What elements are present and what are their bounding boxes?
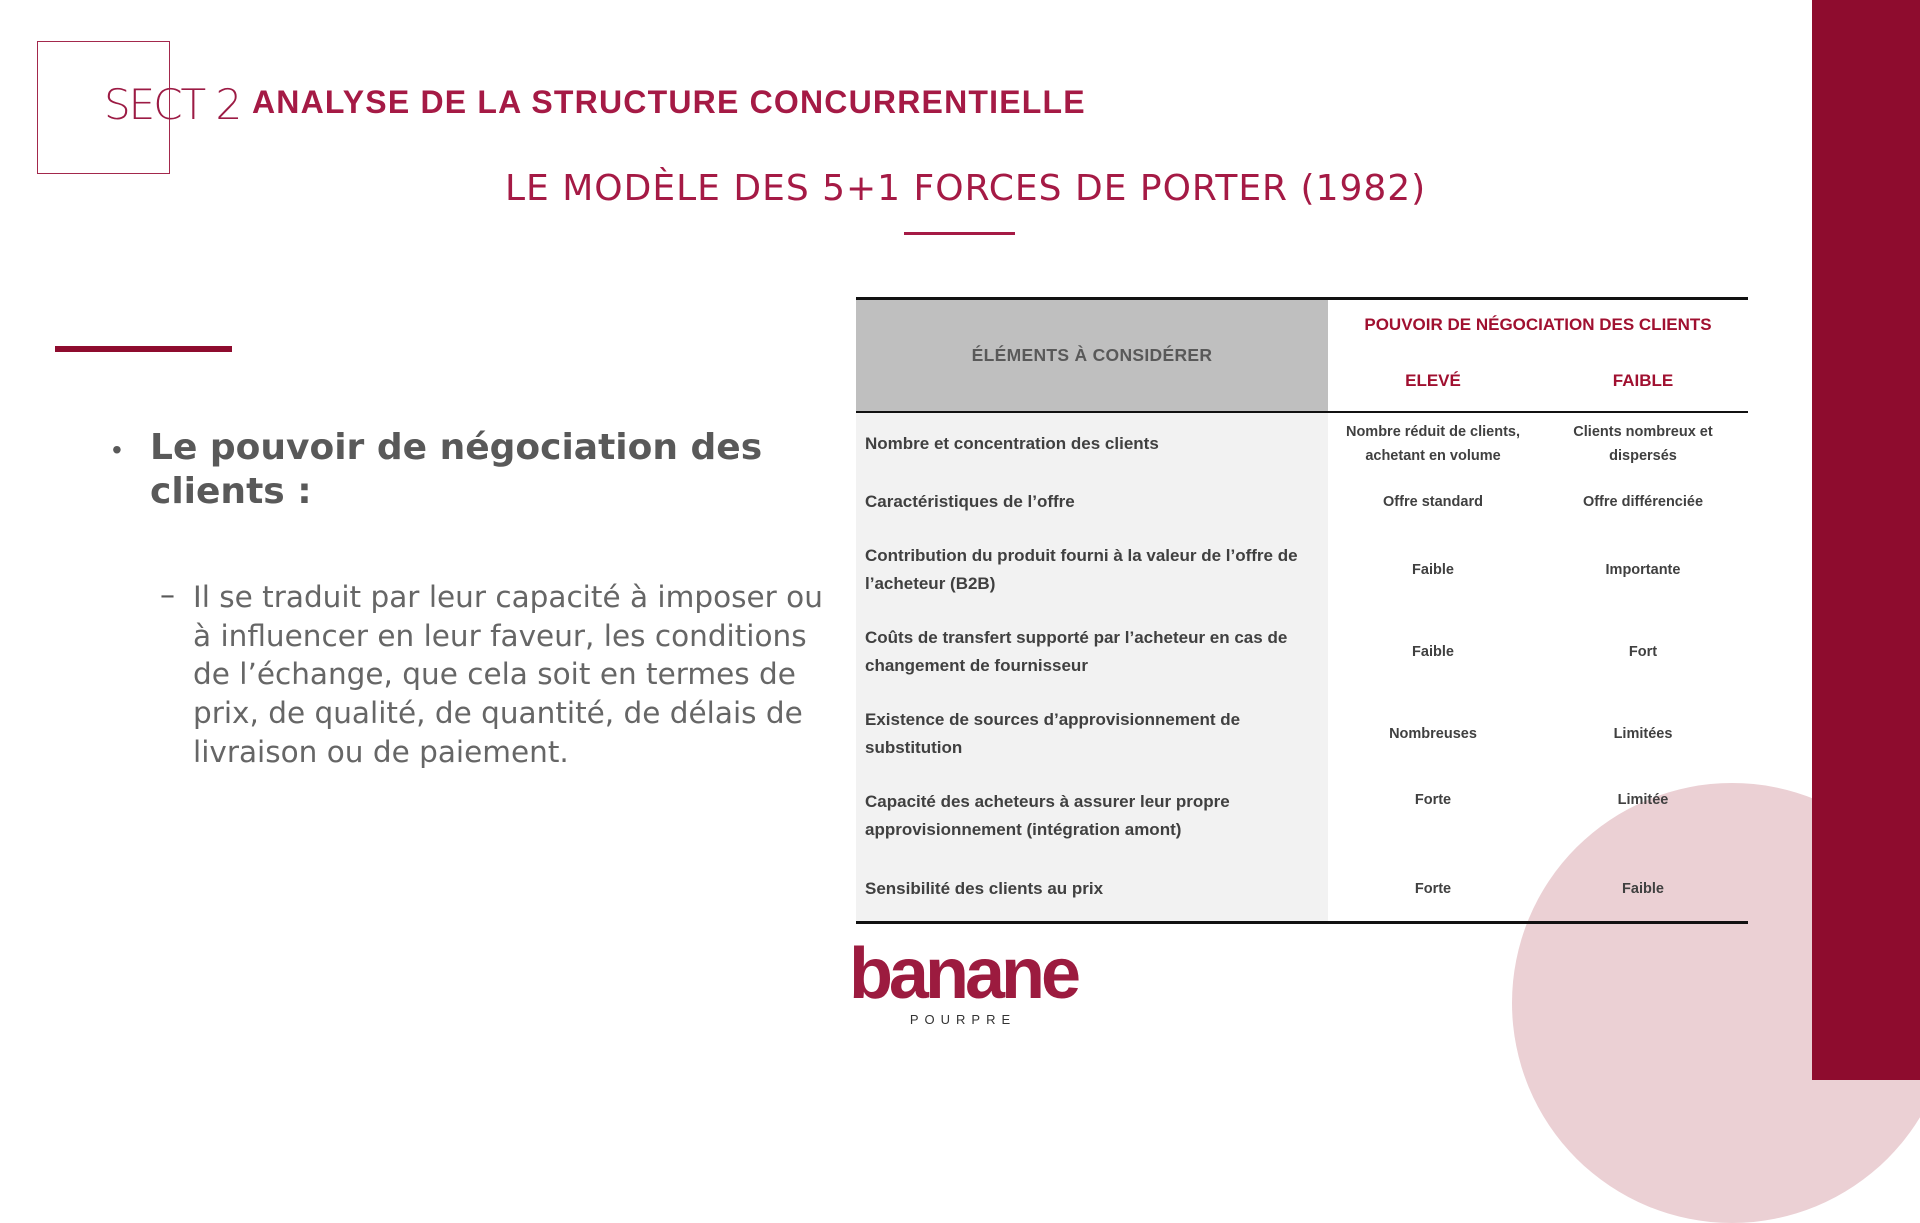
row-element: Contribution du produit fourni à la valeur de l’offre de l’acheteur (B2B)	[865, 546, 1298, 593]
sub-bullet-text: Il se traduit par leur capacité à imposer ou à influencer en leur faveur, les conditions de l’échange, que cela soit en termes de prix, de qualité, de quantité, de délais de livraison ou de paiement.	[193, 580, 823, 769]
table-header-elements: ÉLÉMENTS À CONSIDÉRER	[971, 345, 1213, 365]
logo-tagline: POURPRE	[909, 1012, 1017, 1027]
slide-title: LE MODÈLE DES 5+1 FORCES DE PORTER (1982)	[505, 168, 1427, 209]
row-high: Forte	[1414, 792, 1452, 808]
banane-pourpre-logo	[838, 934, 1088, 1028]
row-element: Capacité des acheteurs à assurer leur propre approvisionnement (intégration amont)	[865, 792, 1230, 839]
left-divider	[55, 346, 232, 352]
table-row	[856, 475, 1748, 529]
table-row	[856, 611, 1748, 693]
title-underline	[904, 232, 1015, 235]
negotiation-power-table	[856, 297, 1748, 924]
row-high: Faible	[1412, 562, 1454, 578]
section-title: ANALYSE DE LA STRUCTURE CONCURRENTIELLE	[252, 84, 1086, 120]
section-number: SECT 2	[104, 80, 241, 129]
row-low: Offre différenciée	[1582, 494, 1704, 510]
row-element: Coûts de transfert supporté par l’acheteur en cas de changement de fournisseur	[865, 628, 1288, 675]
row-high: Nombre réduit de clients, achetant en volume	[1345, 424, 1521, 464]
table-row	[856, 857, 1748, 921]
row-high: Faible	[1412, 644, 1454, 660]
row-low: Faible	[1622, 881, 1664, 897]
dash-icon: –	[160, 578, 175, 613]
table-header-low: FAIBLE	[1612, 371, 1674, 390]
table-header-high: ELEVÉ	[1405, 371, 1461, 390]
table-row	[856, 413, 1748, 475]
row-high: Nombreuses	[1389, 726, 1477, 742]
row-low: Limitée	[1617, 792, 1669, 808]
row-low: Limitées	[1613, 726, 1673, 742]
row-element: Nombre et concentration des clients	[865, 434, 1159, 453]
table-header-power: POUVOIR DE NÉGOCIATION DES CLIENTS	[1364, 315, 1712, 334]
row-low: Clients nombreux et dispersés	[1573, 424, 1713, 464]
table-row	[856, 529, 1748, 611]
row-element: Existence de sources d’approvisionnement de substitution	[865, 710, 1241, 757]
logo-wordmark: banane	[848, 934, 1078, 1014]
row-low: Fort	[1628, 644, 1658, 660]
table-row	[856, 775, 1748, 857]
right-accent-band	[1812, 0, 1920, 1080]
row-element: Sensibilité des clients au prix	[865, 879, 1104, 898]
row-low: Importante	[1605, 562, 1681, 578]
bullet-dot-icon: •	[112, 434, 122, 465]
row-high: Offre standard	[1383, 494, 1483, 510]
bullet-text: Le pouvoir de négociation des clients :	[150, 427, 763, 512]
row-element: Caractéristiques de l’offre	[865, 492, 1075, 511]
row-high: Forte	[1414, 881, 1452, 897]
table-row	[856, 693, 1748, 775]
table-bottom-rule	[856, 921, 1748, 924]
